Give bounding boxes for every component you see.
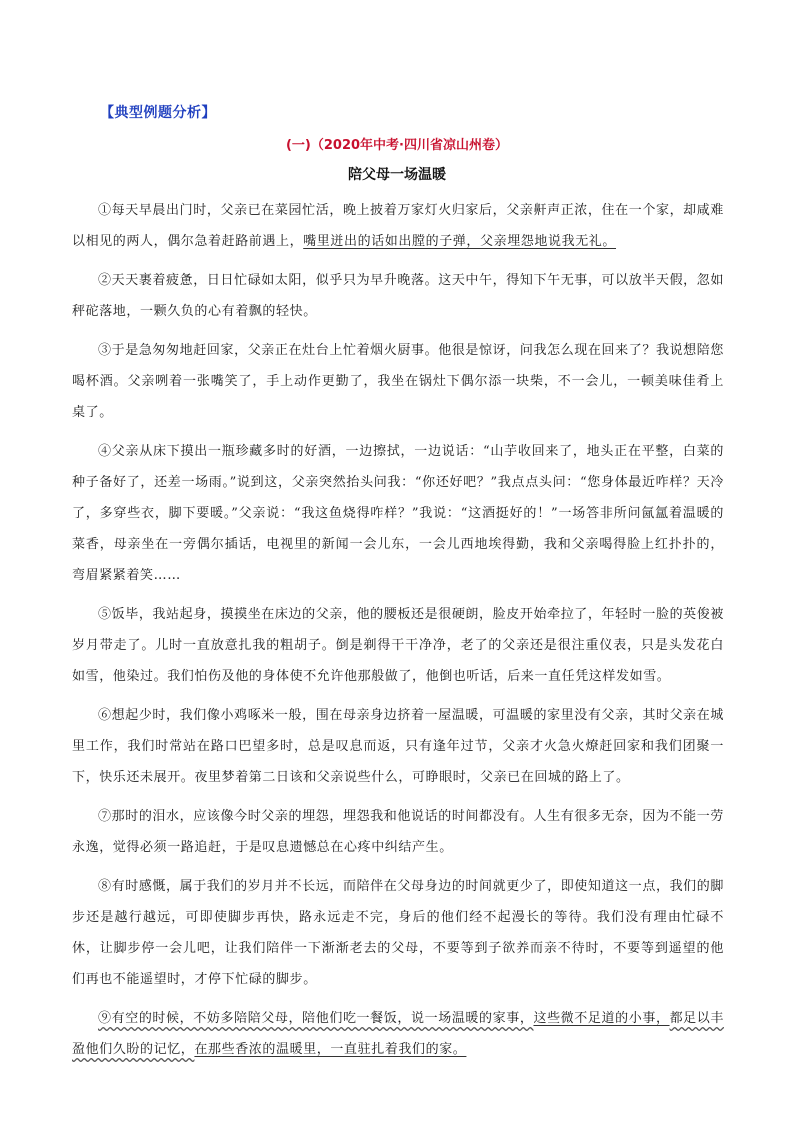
article-title: 陪父母一场温暖 <box>348 167 446 183</box>
paragraph-7: ⑦那时的泪水，应该像今时父亲的埋怨，埋怨我和他说话的时间都没有。人生有很多无奈，因为不能一劳永逸，觉得必须一路追赶，于是叹息遗憾总在心疼中纠结产生。 <box>72 809 724 855</box>
section-label: 【典型例题分析】 <box>100 105 216 121</box>
paragraph-9 <box>72 1003 724 1065</box>
paragraph-9-underlined: 在那些香浓的温暖里，一直驻扎着我们的家。 <box>194 1042 467 1057</box>
paragraph-4: ④父亲从床下摸出一瓶珍藏多时的好酒，一边擦拭，一边说话：“山芋收回来了，地头正在平整，白菜的种子备好了，还差一场雨。”说到这，父亲突然抬头问我：“你还好吧？”我点点头问：“您身体最近咋样？天冷了，多穿些衣，脚下要暖。”父亲说：“我这鱼烧得咋样？”我说：“这酒挺好的！”一场答非所问氤氲着温暖的菜香，母亲坐在一旁偶尔插话，电视里的新闻一会儿东，一会儿西地埃得勤，我和父亲喝得脸上红扑扑的，弯眉紧紧着笑…… <box>72 444 724 583</box>
paragraph-9-wavy-2: 都足以丰盈他们久盼的记忆， <box>72 1011 724 1057</box>
paragraph-1-underlined: 嘴里迸出的话如出膛的子弹，父亲埋怨地说我无礼。 <box>303 234 617 249</box>
paragraph-5: ⑤饭毕，我站起身，摸摸坐在床边的父亲，他的腰板还是很硬朗，脸皮开始牵拉了，年轻时一脸的英俊被岁月带走了。儿时一直放意扎我的粗胡子。倒是剃得干干净净，老了的父亲还是很注重仪表，只是头发花白如雪，他染过。我们怕伤及他的身体使不允许他那般做了，他倒也听话，后来一直任凭这样发如雪。 <box>72 607 724 684</box>
article-body <box>72 195 724 1073</box>
exam-source: (一)（2020年中考·四川省凉山州卷） <box>285 138 508 153</box>
paragraph-9-underlined-phrase: 这些微不足道的小事， <box>533 1011 670 1026</box>
paragraph-1-text: ①每天早晨出门时，父亲已在菜园忙活，晚上披着万家灯火归家后，父亲鼾声正浓，住在一个家，却咸难以相见的两人，偶尔急着赶路前遇上， <box>72 203 724 249</box>
paragraph-1 <box>72 195 724 257</box>
paragraph-2: ②天天裹着疲惫，日日忙碌如太阳，似乎只为早升晚落。这天中午，得知下午无事，可以放半天假，忽如秤砣落地，一颗久负的心有着飘的轻快。 <box>72 273 724 319</box>
paragraph-6: ⑥想起少时，我们像小鸡啄米一般，围在母亲身边挤着一屋温暖，可温暖的家里没有父亲，其时父亲在城里工作，我们时常站在路口巴望多时，总是叹息而返，只有逢年过节，父亲才火急火燎赶回家和我们团聚一下，快乐还未展开。夜里梦着第二日该和父亲说些什么，可睁眼时，父亲已在回城的路上了。 <box>72 708 724 785</box>
paragraph-3: ③于是急匆匆地赶回家，父亲正在灶台上忙着烟火厨事。他很是惊讶，问我怎么现在回来了？我说想陪您喝杯酒。父亲咧着一张嘴笑了，手上动作更勤了，我坐在锅灶下偶尔添一块柴，不一会儿，一顿美味佳肴上桌了。 <box>72 343 724 420</box>
paragraph-8: ⑧有时感慨，属于我们的岁月并不长远，而陪伴在父母身边的时间就更少了，即使知道这一点，我们的脚步还是越行越远，可即使脚步再快，路永远走不完，身后的他们经不起漫长的等待。我们没有理由忙碌不休，让脚步停一会儿吧，让我们陪伴一下渐渐老去的父母，不要等到子欲养而亲不待时，不要等到遥望的他们再也不能遥望时，才停下忙碌的脚步。 <box>72 879 724 987</box>
paragraph-9-wavy-1: ⑨有空的时候，不妨多陪陪父母，陪他们吃一餐饭，说一场温暖的家事， <box>98 1011 534 1026</box>
